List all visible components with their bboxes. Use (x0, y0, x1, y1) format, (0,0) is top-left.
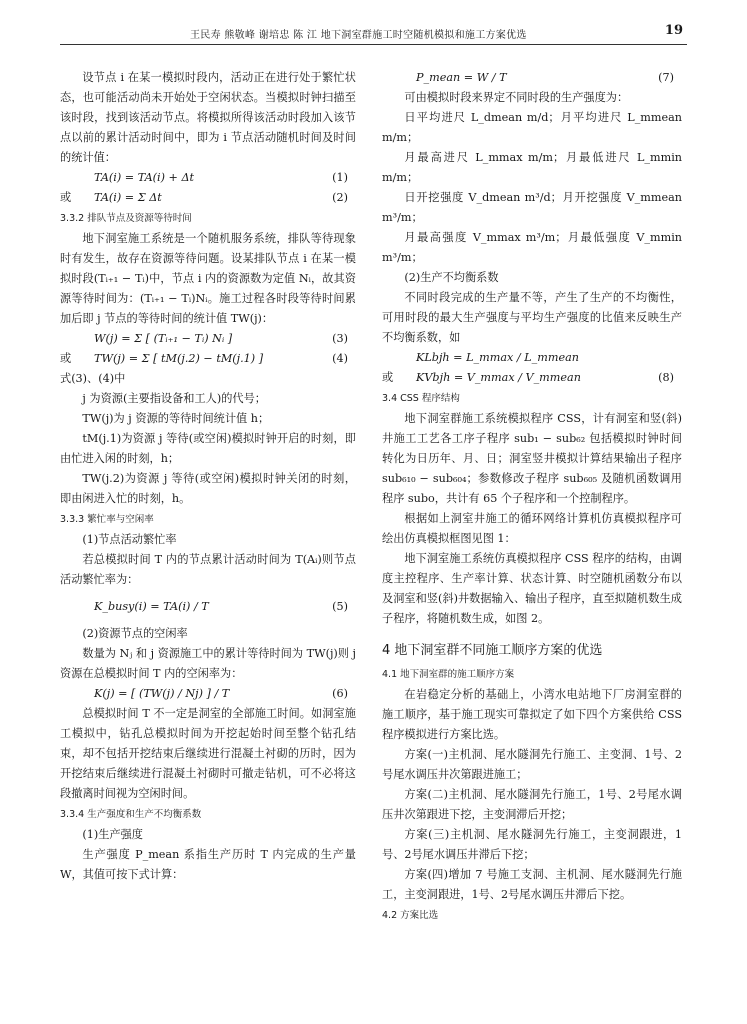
paragraph: 地下洞室群施工系统模拟程序 CSS，计有洞室和竖(斜)井施工工艺各工序子程序 sub₁ − sub₆₂ 包括模拟时钟时间转化为日历年、月、日；洞室竖井模拟计算结果输出子程序 sub₆₁₀ − sub₆₀₄；参数修改子程序 sub₆₀₅ 及随机函数调用程序 subo，共计有 65 个子程序和一个控制程序。 (382, 412, 682, 505)
running-header (60, 22, 687, 45)
section-heading-3-4: 3.4 CSS 程序结构 (382, 393, 460, 404)
scheme-item: 方案(一)主机洞、尾水隧洞先行施工、主变洞、1号、2号尾水调压井次第跟进施工； (382, 748, 682, 781)
equation-3: W(j) = Σ [ (Tᵢ₊₁ − Tᵢ) Nᵢ ] (3) (94, 332, 348, 345)
equation-4: 或 TW(j) = Σ [ tM(j.2) − tM(j.1) ] (4) (60, 352, 348, 365)
paragraph: 式(3)、(4)中 (60, 372, 126, 385)
list-item: 月最高强度 V_mmax m³/m；月最低强度 V_mmin m³/m； (382, 231, 682, 264)
list-item: 月最高进尺 L_mmax m/m；月最低进尺 L_mmin m/m； (382, 151, 682, 184)
subheading: (1)节点活动繁忙率 (82, 533, 177, 546)
definition-item: TW(j.2)为资源 j 等待(或空闲)模拟时钟关闭的时刻，即由闲进入忙的时刻，h。 (60, 472, 356, 505)
definition-item: j 为资源(主要指设备和工人)的代号； (82, 392, 266, 405)
equation-7: P_mean = W / T (7) (416, 71, 674, 84)
equation-5: K_busy(i) = TA(i) / T (5) (94, 600, 348, 613)
equation-8a: KLbjh = L_mmax / L_mmean (416, 351, 579, 364)
right-column (382, 68, 682, 926)
section-heading-4-2: 4.2 方案比选 (382, 910, 439, 921)
scheme-item: 方案(二)主机洞、尾水隧洞先行施工，1号、2号尾水调压井次第跟进下挖，主变洞滞后开挖； (382, 788, 682, 821)
paragraph: 在岩稳定分析的基础上，小湾水电站地下厂房洞室群的施工顺序，基于施工现实可靠拟定了如下四个方案供给 CSS 程序模拟进行方案比选。 (382, 688, 682, 741)
equation-8b: 或 KVbjh = V_mmax / V_mmean (8) (382, 371, 674, 384)
equation-6: K(j) = [ (TW(j) / Nj) ] / T (6) (94, 687, 348, 700)
definition-item: TW(j)为 j 资源的等待时间统计值 h； (82, 412, 270, 425)
section-heading-3-3-3: 3.3.3 繁忙率与空闲率 (60, 514, 154, 525)
paragraph: 生产强度 P_mean 系指生产历时 T 内完成的生产量 W，其值可按下式计算： (60, 848, 356, 881)
paragraph: 设节点 i 在某一模拟时段内，活动正在进行处于繁忙状态，也可能活动尚未开始处于空闲状态。当模拟时钟扫描至该时段，找到该活动节点。将模拟所得该活动时段加入该节点以前的累计活动时间中，即为 i 节点活动随机时间及时间的统计值： (60, 71, 356, 164)
subheading: (2)资源节点的空闲率 (82, 627, 188, 640)
list-item: 日平均进尺 L_dmean m/d；月平均进尺 L_mmean m/m； (382, 111, 682, 144)
scheme-item: 方案(三)主机洞、尾水隧洞先行施工，主变洞跟进，1号、2号尾水调压井滞后下挖； (382, 828, 682, 861)
paragraph: 数量为 Nⱼ 和 j 资源施工中的累计等待时间为 TW(j)则 j 资源在总模拟时间 T 内的空闲率为： (60, 647, 356, 680)
paragraph: 地下洞室施工系统是一个随机服务系统，排队等待现象时有发生，故存在资源等待问题。设某排队节点 i 在某一模拟时段(Tᵢ₊₁ − Tᵢ)中，节点 i 内的资源数为定值 Nᵢ，故其资源等待时间为：(Tᵢ₊₁ − Tᵢ)Nᵢ。施工过程各时段等待时间累加后即 j 节点的等待时间的统计值 TW(j)： (60, 232, 356, 325)
equation-1: TA(i) = TA(i) + Δt (1) (94, 171, 348, 184)
list-item: 日开挖强度 V_dmean m³/d；月开挖强度 V_mmean m³/m； (382, 191, 682, 224)
left-column (60, 68, 356, 885)
paragraph: 总模拟时间 T 不一定是洞室的全部施工时间。如洞室施工模拟中，钻孔总模拟时间为开挖起始时间至整个钻孔结束，却不包括开挖结束后继续进行混凝土衬砌的历时，因为开挖结束后继续进行混凝土衬砌时可撤走钻机，可不必将这段撤离时间视为空闲时间。 (60, 707, 356, 800)
section-heading-4-1: 4.1 地下洞室群的施工顺序方案 (382, 669, 515, 680)
page-number: 19 (664, 23, 683, 38)
paragraph: 若总模拟时间 T 内的节点累计活动时间为 T(Aᵢ)则节点活动繁忙率为： (60, 553, 356, 586)
paragraph: 根据如上洞室井施工的循环网络计算机仿真模拟程序可绘出仿真模拟框图见图 1： (382, 512, 682, 545)
paragraph: 不同时段完成的生产量不等，产生了生产的不均衡性，可用时段的最大生产强度与平均生产强度的比值来反映生产不均衡系数，如 (382, 291, 682, 344)
equation-2: 或 TA(i) = Σ Δt (2) (60, 191, 348, 204)
section-heading-3-3-4: 3.3.4 生产强度和生产不均衡系数 (60, 809, 202, 820)
section-heading-3-3-2: 3.3.2 排队节点及资源等待时间 (60, 213, 192, 224)
subheading: (1)生产强度 (82, 828, 143, 841)
paragraph: 地下洞室施工系统仿真模拟程序 CSS 程序的结构，由调度主控程序、生产率计算、状态计算、时空随机函数分布以及洞室和竖(斜)井数据输入、输出子程序，直至拟随机数生成子程序，将随机数生成，如图 2。 (382, 552, 682, 625)
subheading: (2)生产不均衡系数 (404, 271, 499, 284)
scheme-item: 方案(四)增加 7 号施工支洞、主机洞、尾水隧洞先行施工，主变洞跟进，1号、2号尾水调压井滞后下挖。 (382, 868, 682, 901)
section-heading-4: 4 地下洞室群不同施工顺序方案的优选 (382, 643, 603, 658)
running-title: 王民寿 熊敬峰 谢培忠 陈 江 地下洞室群施工时空随机模拟和施工方案优选 (190, 30, 527, 41)
paragraph: 可由模拟时段来界定不同时段的生产强度为： (404, 91, 629, 104)
definition-item: tM(j.1)为资源 j 等待(或空闲)模拟时钟开启的时刻，即由忙进入闲的时刻，h； (60, 432, 356, 465)
